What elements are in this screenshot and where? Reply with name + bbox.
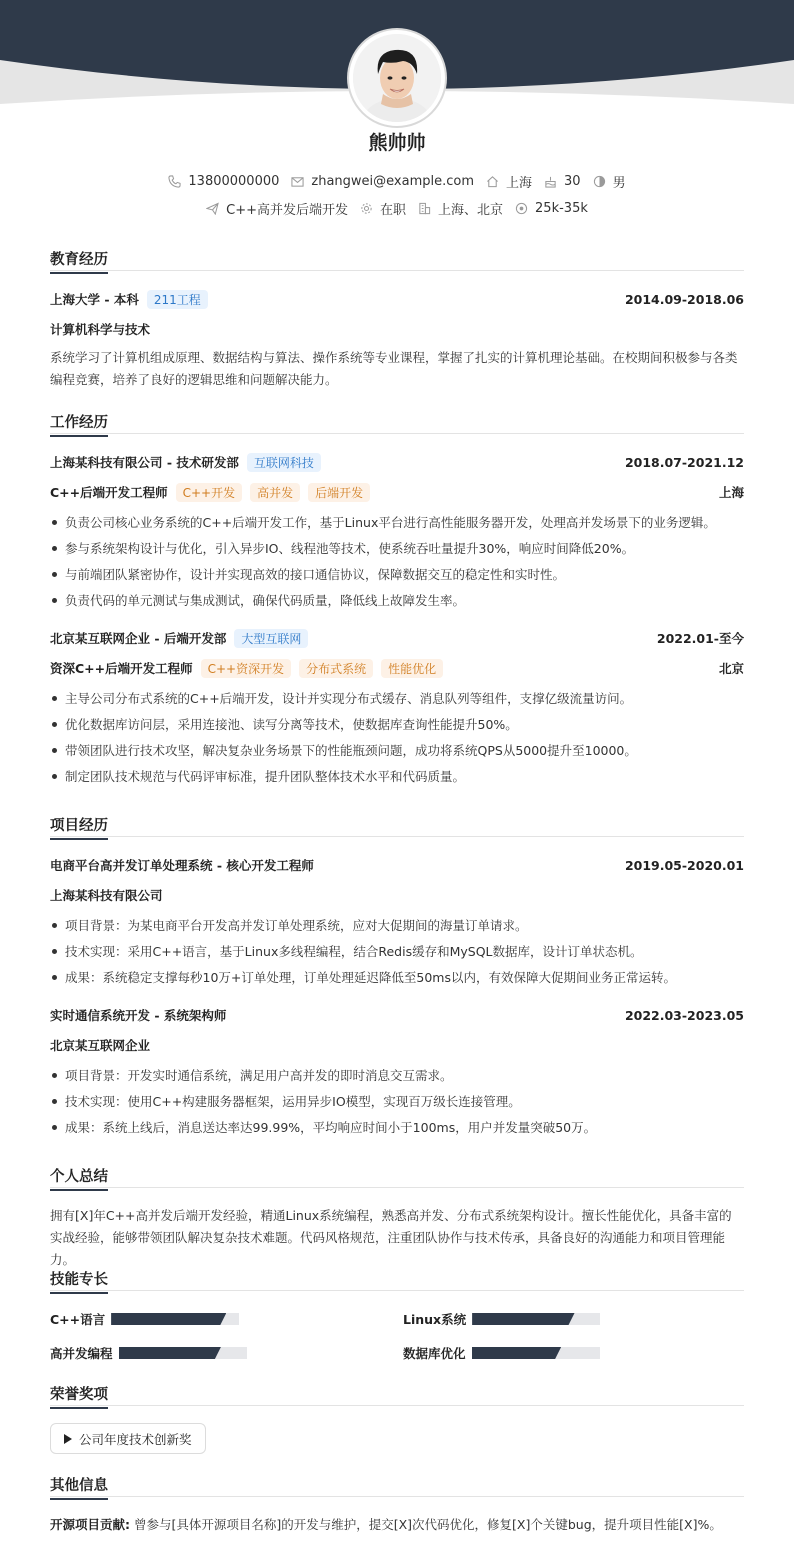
cake-icon	[544, 175, 557, 188]
list-item	[50, 512, 744, 532]
contact-info-row	[0, 172, 794, 190]
job-header	[50, 452, 744, 472]
role-item	[206, 199, 348, 218]
skill-bar	[111, 1313, 239, 1325]
job-location: 北京	[718, 661, 744, 676]
project-period: 2019.05-2020.01	[624, 857, 744, 873]
mail-icon	[291, 175, 304, 188]
other-info	[50, 1514, 744, 1536]
job-company: 北京某互联网企业 - 后端开发部	[50, 631, 227, 646]
bullet-text: 参与系统架构设计与优化，引入异步IO、线程池等技术，使系统吞吐量提升30%，响应时间降低20%。	[65, 541, 635, 556]
candidate-name: 熊帅帅	[368, 132, 426, 154]
project-header	[50, 855, 744, 875]
email-text: zhangwei@example.com	[311, 173, 475, 189]
send-icon	[206, 202, 219, 215]
section-title: 教育经历	[50, 248, 108, 274]
job-role-row	[50, 482, 744, 502]
school-tag: 211工程	[147, 290, 208, 309]
phone-item	[168, 174, 279, 189]
city-item	[486, 172, 532, 191]
project-company-row	[50, 885, 744, 905]
skill-name: 数据库优化	[403, 1346, 466, 1361]
summary-section-header	[50, 1165, 744, 1187]
list-item	[50, 714, 744, 734]
summary-text: 拥有[X]年C++高并发后端开发经验，精通Linux系统编程，熟悉高并发、分布式系统架构设计。擅长性能优化，具备丰富的实战经验，能够带领团队解决复杂技术难题。代码风格规范，注重团队协作与技术传承，具备良好的沟通能力和项目管理能力。	[50, 1208, 732, 1267]
coin-icon	[515, 202, 528, 215]
skill-bar-fill	[472, 1347, 562, 1359]
skill-bar-fill	[111, 1313, 226, 1325]
gender-icon	[593, 175, 606, 188]
age-item	[544, 174, 581, 189]
skill-name: Linux系统	[403, 1312, 467, 1327]
other-section-header	[50, 1474, 744, 1496]
bullet-text: 技术实现：采用C++语言，基于Linux多线程编程，结合Redis缓存和MySQL数据库，设计订单状态机。	[65, 944, 643, 959]
bullet-text: 优化数据库访问层，采用连接池、读写分离等技术，使数据库查询性能提升50%。	[65, 717, 518, 732]
skill-bar	[472, 1347, 600, 1359]
list-item	[50, 915, 744, 935]
bullet-text: 项目背景：为某电商平台开发高并发订单处理系统，应对大促期间的海量订单请求。	[65, 918, 528, 933]
section-title: 工作经历	[50, 411, 108, 437]
bullet-text: 与前端团队紧密协作，设计并实现高效的接口通信协议，保障数据交互的稳定性和实时性。	[65, 567, 566, 582]
list-item	[50, 740, 744, 760]
bullet-text: 技术实现：使用C++构建服务器框架，运用异步IO模型，实现百万级长连接管理。	[65, 1094, 521, 1109]
bullet-text: 主导公司分布式系统的C++后端开发，设计并实现分布式缓存、消息队列等组件，支撑亿级流量访问。	[65, 691, 633, 706]
award-item[interactable]	[50, 1423, 206, 1454]
award-text: 公司年度技术创新奖	[79, 1431, 192, 1447]
list-item	[50, 538, 744, 558]
salary-text: 25k-35k	[535, 200, 588, 216]
role-tag: 性能优化	[381, 659, 443, 678]
job-role: 资深C++后端开发工程师	[50, 661, 193, 676]
target-city-item	[418, 199, 503, 218]
project-name: 实时通信系统开发 - 系统架构师	[50, 1008, 227, 1023]
project-company: 上海某科技有限公司	[50, 888, 163, 903]
school-name: 上海大学 - 本科	[50, 292, 139, 307]
home-icon	[486, 175, 499, 188]
gender-item	[593, 172, 626, 191]
section-title: 其他信息	[50, 1474, 108, 1500]
skill-name: C++语言	[50, 1312, 106, 1327]
bullet-text: 成果：系统稳定支撑每秒10万+订单处理，订单处理延迟降低至50ms以内，有效保障大促期间业务正常运转。	[65, 970, 676, 985]
project-period: 2022.03-2023.05	[624, 1007, 744, 1023]
avatar	[349, 30, 445, 126]
bullet-text: 负责公司核心业务系统的C++后端开发工作，基于Linux平台进行高性能服务器开发，处理高并发场景下的业务逻辑。	[65, 515, 716, 530]
awards-section-header	[50, 1383, 744, 1405]
list-item	[50, 766, 744, 786]
job-period: 2018.07-2021.12	[624, 454, 744, 470]
city-text: 上海	[506, 175, 533, 191]
project-company: 北京某互联网企业	[50, 1038, 151, 1053]
project-name: 电商平台高并发订单处理系统 - 核心开发工程师	[50, 858, 314, 873]
education-period: 2014.09-2018.06	[624, 291, 744, 307]
job-role-row	[50, 658, 744, 678]
other-text: 曾参与[具体开源项目名称]的开发与维护，提交[X]次代码优化，修复[X]个关键bug，提升项目性能[X]%。	[133, 1517, 722, 1532]
list-item	[50, 1117, 744, 1137]
salary-item	[515, 201, 588, 216]
role-tag: 分布式系统	[299, 659, 373, 678]
list-item	[50, 590, 744, 610]
company-tag: 大型互联网	[234, 629, 308, 648]
gear-icon	[360, 202, 373, 215]
job-period: 2022.01-至今	[656, 631, 744, 646]
bullet-text: 制定团队技术规范与代码评审标准，提升团队整体技术水平和代码质量。	[65, 769, 466, 784]
education-section-header	[50, 248, 744, 270]
skill-item	[403, 1344, 600, 1362]
skill-bar	[472, 1313, 600, 1325]
skill-item	[403, 1310, 600, 1328]
work-section-header	[50, 411, 744, 433]
project-company-row	[50, 1035, 744, 1055]
role-tag: C++开发	[176, 483, 243, 502]
skill-bar-fill	[472, 1313, 574, 1325]
phone-text: 13800000000	[188, 173, 280, 189]
project-header	[50, 1005, 744, 1025]
list-item	[50, 941, 744, 961]
list-item	[50, 1065, 744, 1085]
major-row	[50, 319, 744, 339]
gender-text: 男	[612, 175, 626, 191]
skill-bar	[119, 1347, 247, 1359]
skill-item	[50, 1310, 239, 1328]
target-city-text: 上海、北京	[438, 202, 504, 218]
bullet-text: 成果：系统上线后，消息送达率达99.99%，平均响应时间小于100ms，用户并发量突破50万。	[65, 1120, 597, 1135]
age-text: 30	[564, 173, 581, 189]
section-title: 技能专长	[50, 1268, 108, 1294]
section-title: 荣誉奖项	[50, 1383, 108, 1409]
role-tag: C++资深开发	[201, 659, 292, 678]
job-intent-row	[0, 199, 794, 217]
job-location: 上海	[718, 485, 744, 500]
bullet-text: 负责代码的单元测试与集成测试，确保代码质量，降低线上故障发生率。	[65, 593, 466, 608]
skill-name: 高并发编程	[50, 1346, 113, 1361]
list-item	[50, 967, 744, 987]
skill-bar-fill	[119, 1347, 221, 1359]
section-title: 项目经历	[50, 814, 108, 840]
job-company: 上海某科技有限公司 - 技术研发部	[50, 455, 239, 470]
role-tag: 高并发	[250, 483, 300, 502]
section-title: 个人总结	[50, 1165, 108, 1191]
role-tag: 后端开发	[308, 483, 370, 502]
major: 计算机科学与技术	[50, 322, 151, 337]
education-header	[50, 289, 744, 309]
status-item	[360, 199, 406, 218]
projects-section-header	[50, 814, 744, 836]
list-item	[50, 1091, 744, 1111]
job-role: C++后端开发工程师	[50, 485, 168, 500]
other-label: 开源项目贡献:	[50, 1517, 130, 1532]
list-item	[50, 564, 744, 584]
email-item	[291, 174, 474, 189]
building-icon	[418, 202, 431, 215]
status-text: 在职	[380, 202, 407, 218]
role-text: C++高并发后端开发	[226, 202, 348, 218]
education-description: 系统学习了计算机组成原理、数据结构与算法、操作系统等专业课程，掌握了扎实的计算机理论基础。在校期间积极参与各类编程竞赛，培养了良好的逻辑思维和问题解决能力。	[50, 350, 738, 387]
skills-section-header	[50, 1268, 744, 1290]
job-header	[50, 628, 744, 648]
phone-icon	[168, 175, 181, 188]
skill-item	[50, 1344, 247, 1362]
list-item	[50, 688, 744, 708]
bullet-text: 带领团队进行技术攻坚，解决复杂业务场景下的性能瓶颈问题，成功将系统QPS从5000提升至10000。	[65, 743, 637, 758]
bullet-text: 项目背景：开发实时通信系统，满足用户高并发的即时消息交互需求。	[65, 1068, 453, 1083]
company-tag: 互联网科技	[247, 453, 321, 472]
play-icon	[64, 1434, 72, 1444]
